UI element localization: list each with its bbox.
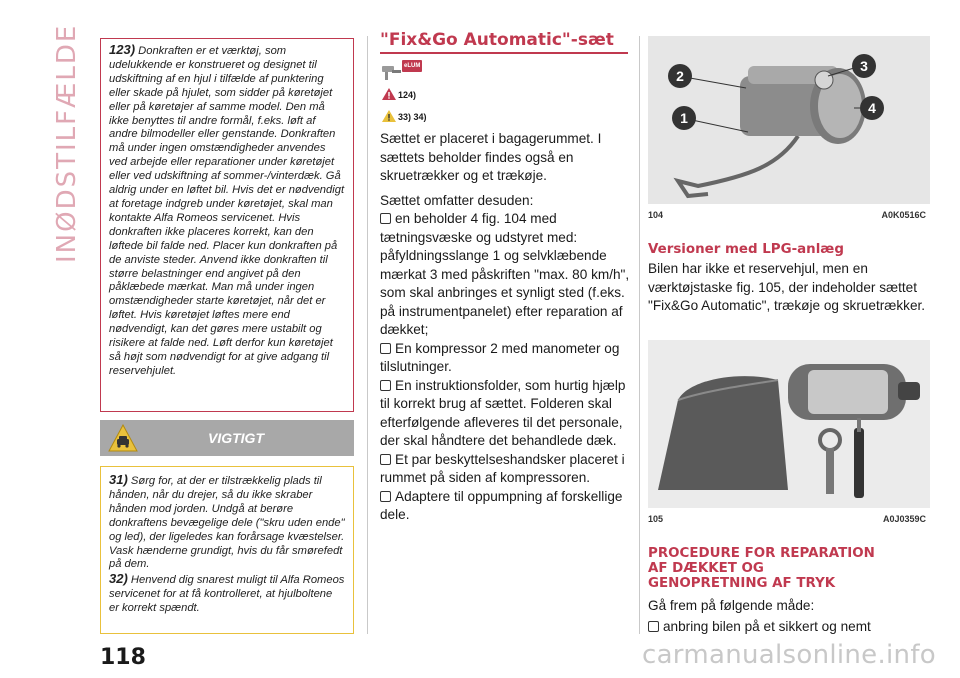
svg-text:3: 3 bbox=[860, 58, 868, 74]
ref-124: 124) bbox=[398, 90, 417, 100]
tool-bag-illustration bbox=[648, 340, 930, 508]
list-item: en beholder 4 fig. 104 med tætningsvæske og udstyret med: påfyldningsslange 1 og selvklæbende mærkat 3 med påskriften "max. 80 km/h", som skal anbringes et synligt sted (f.eks. på instrumentpanelet) efter reparation af dækket; bbox=[380, 211, 630, 337]
svg-text:1: 1 bbox=[680, 110, 688, 126]
hammer-icon bbox=[380, 62, 402, 82]
svg-text:4: 4 bbox=[868, 100, 876, 116]
checkbox-bullet-icon bbox=[380, 343, 391, 354]
checkbox-bullet-icon bbox=[380, 491, 391, 502]
figure-code: A0K0516C bbox=[881, 210, 926, 220]
watermark: carmanualsonline.info bbox=[641, 640, 936, 670]
paragraph-1: Sættet er placeret i bagagerummet. I sættets beholder findes også en skruetrækker og et trækøje. bbox=[380, 131, 602, 183]
note-number: 123) bbox=[109, 42, 136, 57]
lpg-section bbox=[648, 242, 930, 316]
section-heading: "Fix&Go Automatic"-sæt bbox=[380, 30, 614, 50]
figure-104-caption bbox=[648, 210, 930, 220]
figure-105 bbox=[648, 340, 930, 508]
ref-row-1 bbox=[380, 86, 630, 106]
column-divider bbox=[639, 36, 640, 634]
checkbox-bullet-icon bbox=[380, 213, 391, 224]
checkbox-bullet-icon bbox=[380, 380, 391, 391]
checkbox-bullet-icon bbox=[380, 454, 391, 465]
compressor-illustration bbox=[648, 36, 930, 204]
note-box-123 bbox=[100, 38, 354, 412]
note-text: Henvend dig snarest muligt til Alfa Romeos servicenet for at få kontrolleret, at hjulboltene er korrekt spændt. bbox=[109, 574, 345, 615]
note-number: 31) bbox=[109, 472, 128, 487]
figure-105-caption bbox=[648, 514, 930, 524]
note-31 bbox=[109, 473, 345, 572]
heading-rule bbox=[380, 52, 628, 54]
figure-104 bbox=[648, 36, 930, 204]
procedure-section bbox=[648, 546, 930, 636]
procedure-text: Gå frem på følgende måde: bbox=[648, 598, 815, 613]
main-column bbox=[380, 30, 630, 525]
lpg-heading: Versioner med LPG-anlæg bbox=[648, 242, 844, 257]
svg-text:2: 2 bbox=[676, 68, 684, 84]
ref-row-2 bbox=[380, 108, 630, 130]
warning-car-icon bbox=[108, 424, 138, 452]
figure-number: 104 bbox=[648, 210, 664, 220]
list-item: Et par beskyttelseshandsker placeret i rummet på siden af kompressoren. bbox=[380, 451, 625, 485]
list-item: anbring bilen på et sikkert og nemt bbox=[648, 618, 930, 637]
elum-badge: eLUM bbox=[402, 60, 422, 72]
note-text: Sørg for, at der er tilstrækkelig plads til hånden, når du drejer, så du ikke skraber hånden mod jorden. Undgå at berøre donkraftens bevægelige dele ("skru uden ende" og led), der ligeledes kan forårsage kvæstelser. Vask hænderne grundigt, hvis du får smørefedt på dem. bbox=[109, 475, 345, 571]
list-item: En kompressor 2 med manometer og tilslutninger. bbox=[380, 340, 620, 374]
page-number: 118 bbox=[100, 645, 146, 670]
note-number: 32) bbox=[109, 571, 128, 587]
note-text: Donkraften er et værktøj, som udelukkende er konstrueret og designet til udskiftning af en hjul i tilfælde af punktering eller skade på hjulet, som sidder på køretøjet eller på køretøjer af samme model. Den må ikke benyttes til andre formål, f.eks. løft af andre bilmodeller eller genstande. Donkraften må under ingen omstændigheder anvendes ved arbejde eller reparationer under køretøjet eller ved udskiftning af sommer-/vinterdæk. Gå aldrig under en løftet bil. Hvis det er nødvendigt at foretage indgreb under køretøjet, skal man kontakte Alfa Romeos servicenet. Hvis donkraften ikke placeres korrekt, kan den løftede bil falde ned. Placer kun donkraften på de anviste steder. Anvend ikke donkraften til større belastninger end angivet på den påklæbede mærkat. Man må under ingen omstændigheder starte køretøjet, når det er løftet. Hvis køretøjet løftes mere end nødvendigt, kan det gøres mere ustabilt og risikere at falde ned. Løft derfor kun køretøjet så højt som nødvendigt for at give adgang til reservehjulet. bbox=[109, 45, 345, 377]
list-item: En instruktionsfolder, som hurtig hjælp til korrekt brug af sættet. Folderen skal efterfølgende afleveres til det personale, der skal håndtere det behandlede dæk. bbox=[380, 377, 626, 448]
column-divider bbox=[367, 36, 368, 634]
caution-triangle-icon bbox=[382, 110, 396, 122]
warning-label: VIGTIGT bbox=[208, 430, 264, 446]
lpg-text: Bilen har ikke et reservehjul, men en værktøjstaske fig. 105, der indeholder sættet "Fix&Go Automatic", trækøje og skruetrækker. bbox=[648, 261, 926, 313]
note-32 bbox=[109, 572, 345, 616]
note-123 bbox=[109, 43, 345, 379]
icon-row bbox=[380, 60, 630, 82]
checkbox-bullet-icon bbox=[648, 621, 659, 632]
section-title: INØDSTILFÆLDE bbox=[52, 24, 82, 264]
warning-header bbox=[100, 420, 354, 456]
warning-box bbox=[100, 466, 354, 634]
ref-33-34: 33) 34) bbox=[398, 112, 427, 122]
figure-number: 105 bbox=[648, 514, 664, 524]
procedure-heading: PROCEDURE FOR REPARATION AF DÆKKET OG GENOPRETNING AF TRYK bbox=[648, 546, 875, 591]
figure-code: A0J0359C bbox=[882, 514, 926, 524]
warning-triangle-icon bbox=[382, 88, 396, 100]
list-item: Adaptere til oppumpning af forskellige dele. bbox=[380, 488, 623, 522]
paragraph-2: Sættet omfatter desuden: bbox=[380, 192, 534, 208]
